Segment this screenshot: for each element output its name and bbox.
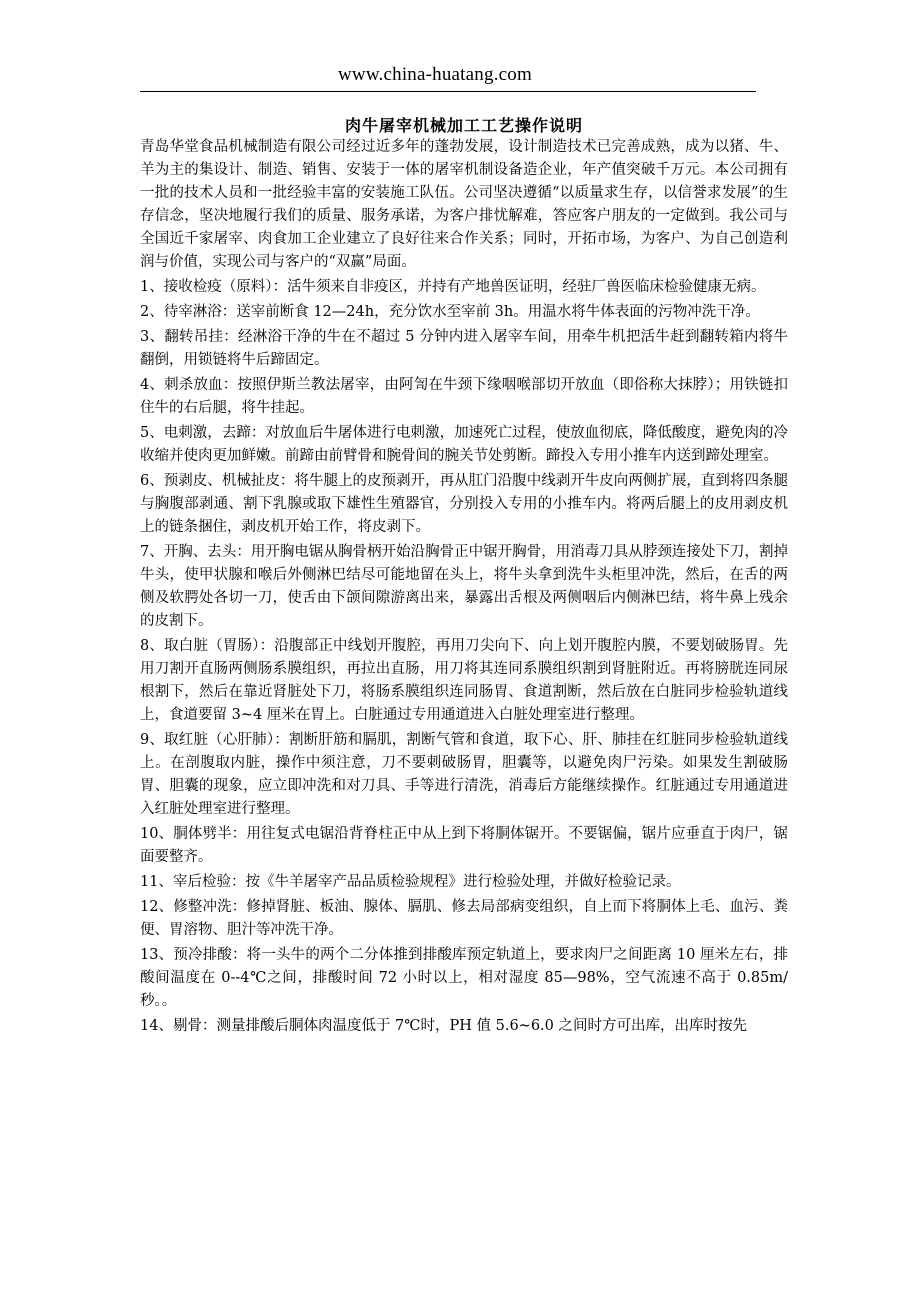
- header-url: www.china-huatang.com: [338, 64, 532, 85]
- step-9-paragraph: 9、取红脏（心肝肺）：割断肝筋和膈肌，割断气管和食道，取下心、肝、肺挂在红脏同步检验轨道线上。在剖腹取内脏，操作中须注意，刀不要刺破肠胃，胆囊等，以避免肉尸污染。如果发生割破肠胃、胆囊的现象，应立即冲洗和对刀具、手等进行清洗，消毒后方能继续操作。红脏通过专用通道进入红脏处理室进行整理。: [140, 732, 788, 817]
- document-title: 肉牛屠宰机械加工工艺操作说明: [344, 116, 583, 135]
- step-3-paragraph: 3、翻转吊挂：经淋浴干净的牛在不超过 5 分钟内进入屠宰车间，用牵牛机把活牛赶到翻转箱内将牛翻倒，用锁链将牛后蹄固定。: [140, 329, 788, 368]
- step-13-paragraph: 13、预冷排酸：将一头牛的两个二分体推到排酸库预定轨道上，要求肉尸之间距离 10 厘米左右，排酸间温度在 0--4℃之间，排酸时间 72 小时以上，相对湿度 85—98%，空气流速不高于 0.85m/秒。。: [140, 947, 788, 1009]
- step-14-paragraph: 14、剔骨：测量排酸后胴体肉温度低于 7℃时，PH 值 5.6~6.0 之间时方可出库，出库时按先: [140, 1018, 748, 1034]
- step-2-paragraph: 2、待宰淋浴：送宰前断食 12—24h，充分饮水至宰前 3h。用温水将牛体表面的污物冲洗干净。: [140, 304, 760, 320]
- step-10-paragraph: 10、胴体劈半：用往复式电锯沿背脊柱正中从上到下将胴体锯开。不要锯偏，锯片应垂直于肉尸，锯面要整齐。: [140, 826, 788, 865]
- step-4-paragraph: 4、刺杀放血：按照伊斯兰教法屠宰，由阿訇在牛颈下缘咽喉部切开放血（即俗称大抹脖）；用铁链扣住牛的右后腿，将牛挂起。: [140, 377, 788, 416]
- step-7-paragraph: 7、开胸、去头：用开胸电锯从胸骨柄开始沿胸骨正中锯开胸骨，用消毒刀具从脖颈连接处下刀，割掉牛头，使甲状腺和喉后外侧淋巴结尽可能地留在头上，将牛头拿到洗牛头柜里冲洗，然后，在舌的两侧及软腭处各切一刀，使舌由下颌间隙游离出来，暴露出舌根及两侧咽后内侧淋巴结，将牛鼻上残余的皮割下。: [140, 544, 788, 629]
- step-6-paragraph: 6、预剥皮、机械扯皮：将牛腿上的皮预剥开，再从肛门沿腹中线剥开牛皮向两侧扩展，直到将四条腿与胸腹部剥通、割下乳腺或取下雄性生殖器官，分别投入专用的小推车内。将两后腿上的皮用剥皮机上的链条捆住，剥皮机开始工作，将皮剥下。: [140, 473, 788, 535]
- step-12-paragraph: 12、修整冲洗：修掉肾脏、板油、腺体、膈肌、修去局部病变组织，自上而下将胴体上毛、血污、粪便、胃溶物、胆汁等冲洗干净。: [140, 899, 788, 938]
- intro-paragraph: 青岛华堂食品机械制造有限公司经过近多年的蓬勃发展，设计制造技术已完善成熟，成为以猪、牛、羊为主的集设计、制造、销售、安装于一体的屠宰机制设备造企业，年产值突破千万元。本公司拥有一批的技术人员和一批经验丰富的安装施工队伍。公司坚决遵循“以质量求生存，以信誉求发展”的生存信念，坚决地履行我们的质量、服务承诺，为客户排忧解难，答应客户朋友的一定做到。我公司与全国近千家屠宰、肉食加工企业建立了良好往来合作关系；同时，开拓市场，为客户、为自己创造利润与价值，实现公司与客户的“双赢”局面。: [140, 139, 788, 270]
- step-11-paragraph: 11、宰后检验：按《牛羊屠宰产品品质检验规程》进行检验处理，并做好检验记录。: [140, 874, 681, 890]
- document-body: [140, 136, 788, 1040]
- step-5-paragraph: 5、电刺激，去蹄：对放血后牛屠体进行电刺激，加速死亡过程，使放血彻底，降低酸度，避免肉的冷收缩并使肉更加鲜嫩。前蹄由前臂骨和腕骨间的腕关节处剪断。蹄投入专用小推车内送到蹄处理室。: [140, 425, 788, 464]
- header-divider: [140, 91, 756, 92]
- step-1-paragraph: 1、接收检疫（原料）：活牛须来自非疫区，并持有产地兽医证明，经驻厂兽医临床检验健康无病。: [140, 279, 766, 295]
- step-8-paragraph: 8、取白脏（胃肠）：沿腹部正中线划开腹腔，再用刀尖向下、向上划开腹腔内膜，不要划破肠胃。先用刀割开直肠两侧肠系膜组织，再拉出直肠，用刀将其连同系膜组织割到肾脏附近。再将膀胱连同尿根割下，然后在靠近肾脏处下刀，将肠系膜组织连同肠胃、食道割断，然后放在白脏同步检验轨道线上，食道要留 3~4 厘米在胃上。白脏通过专用通道进入白脏处理室进行整理。: [140, 638, 788, 723]
